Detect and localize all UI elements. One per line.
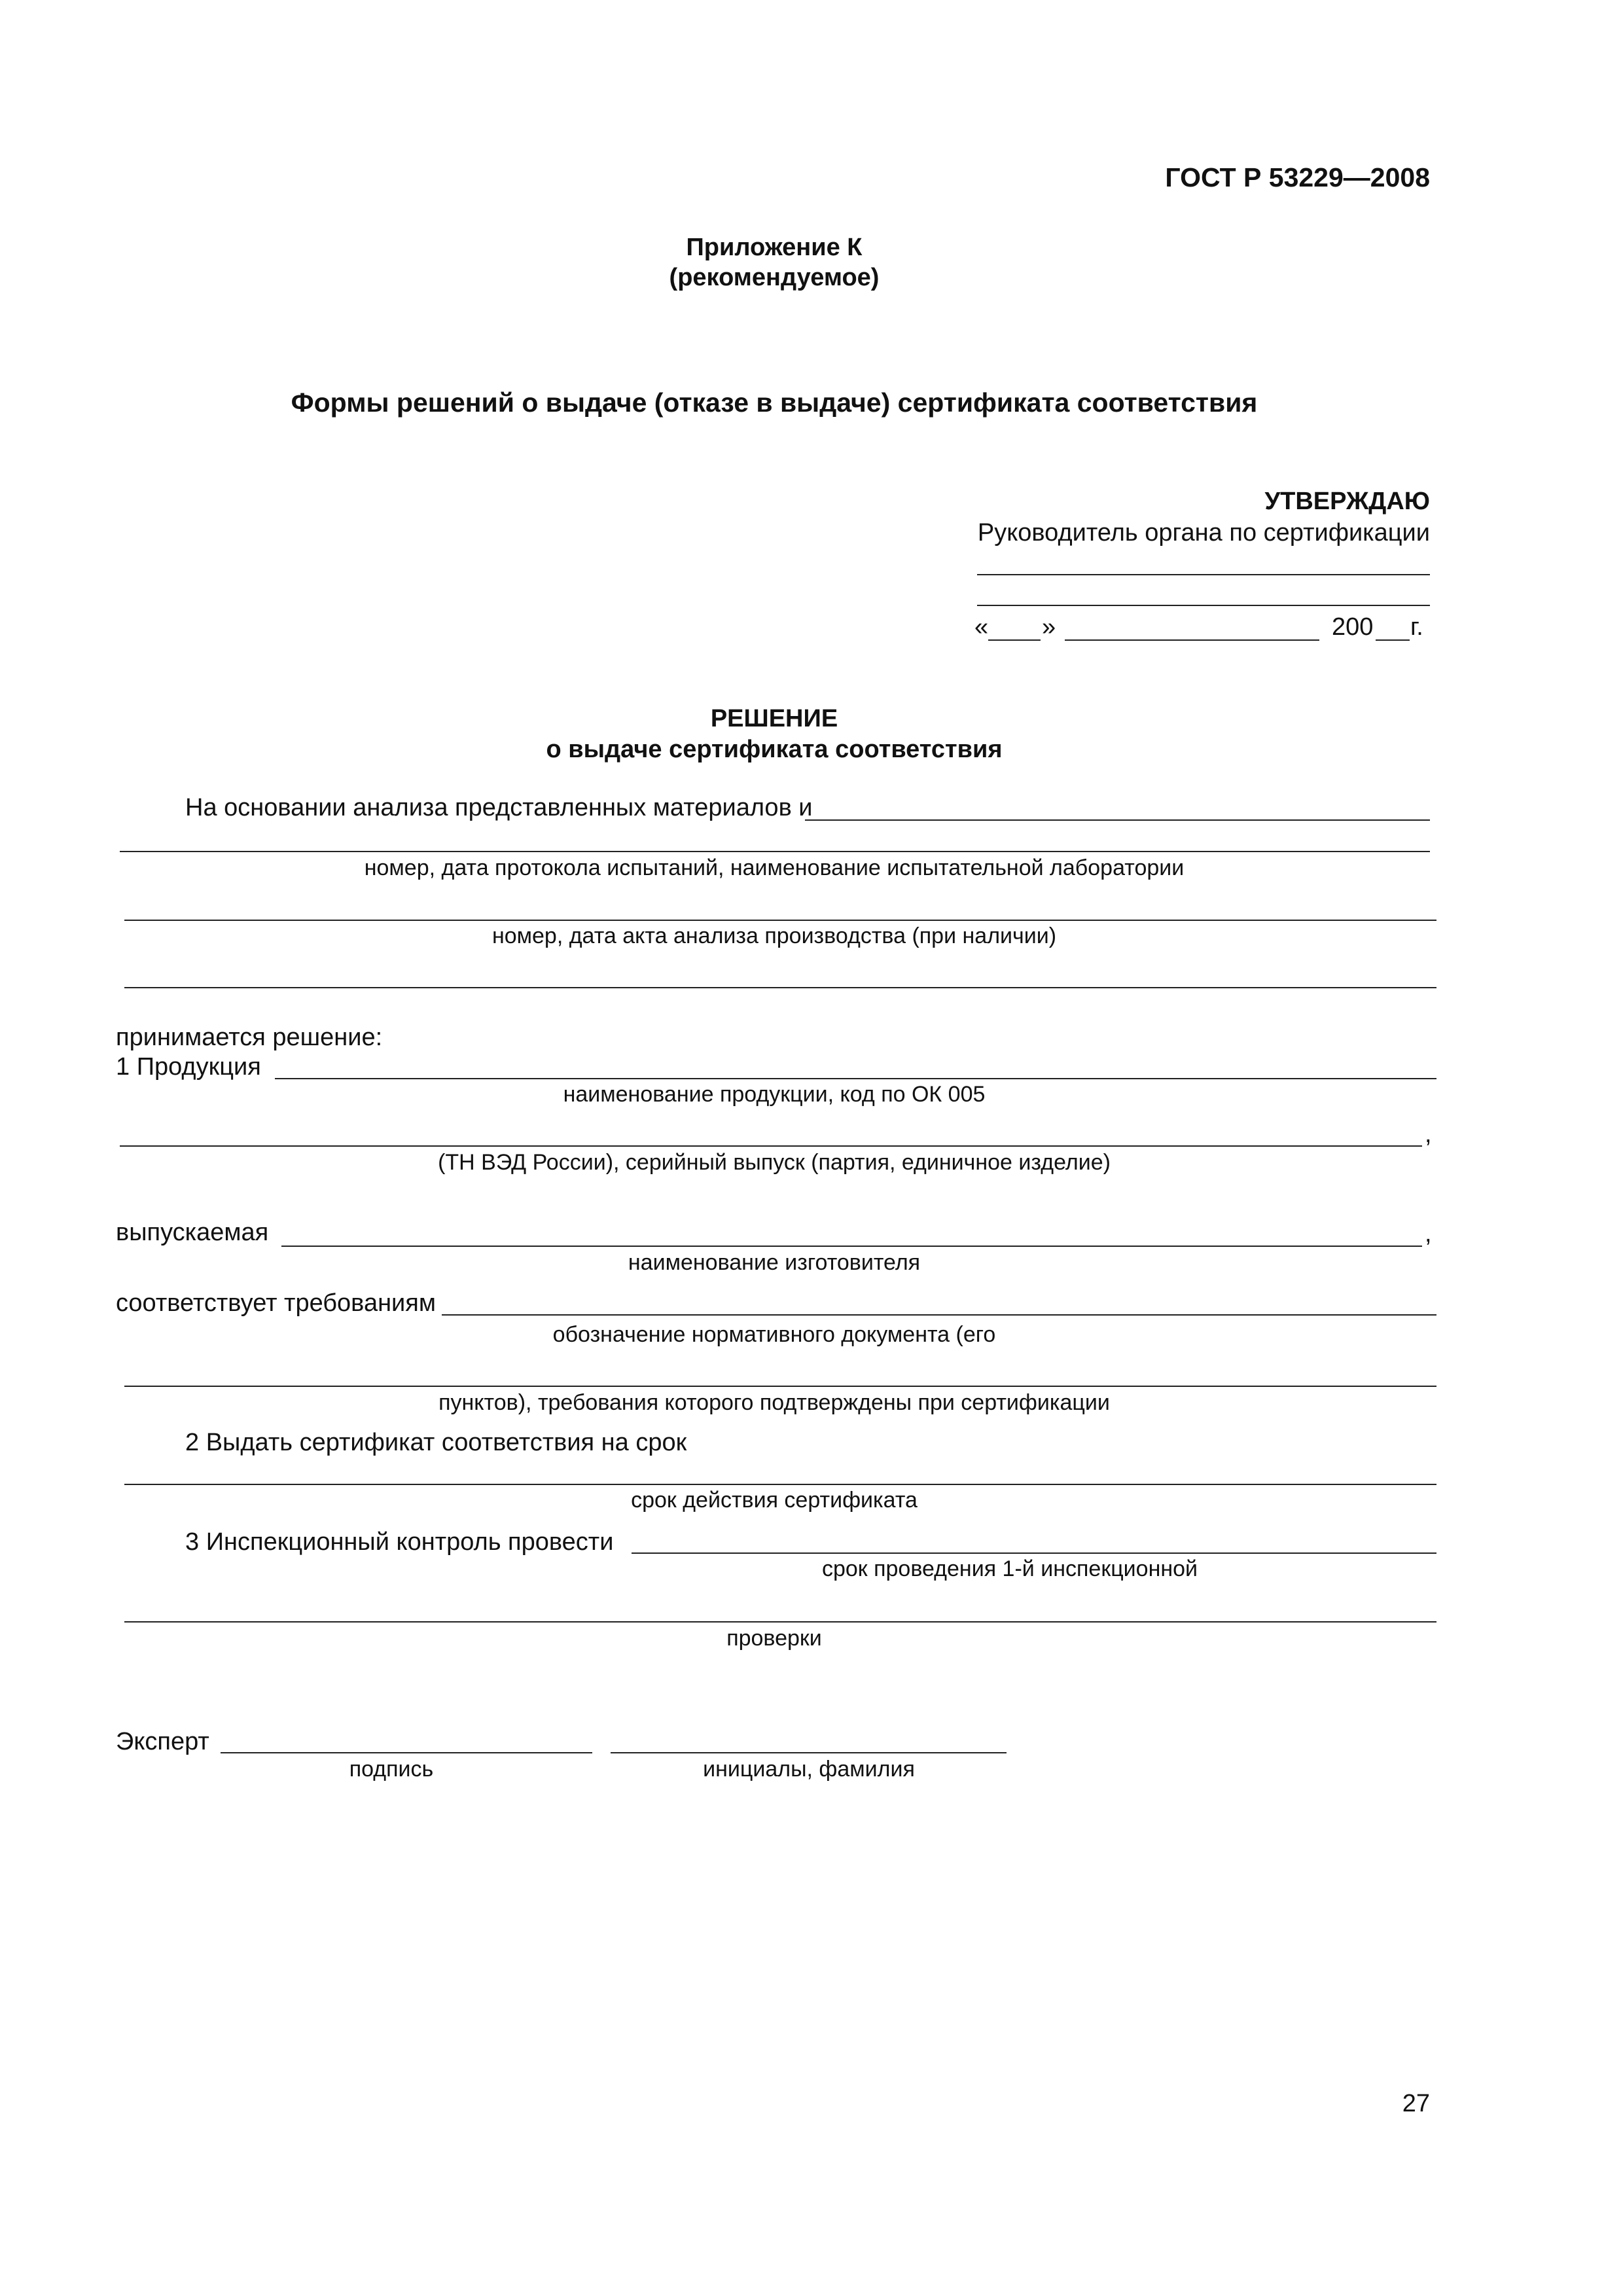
manufactured-label: выпускаемая xyxy=(116,1219,269,1246)
hint-inspection: срок проведения 1-й инспекционной xyxy=(821,1556,1198,1581)
act-field-line[interactable] xyxy=(124,920,1436,921)
product-field-line[interactable] xyxy=(275,1078,1436,1079)
item1-label: 1 Продукция xyxy=(116,1053,261,1081)
hint-act: номер, дата акта анализа производства (при наличии) xyxy=(491,924,1057,948)
item3-label: 3 Инспекционный контроль провести xyxy=(185,1528,614,1556)
approval-position: Руководитель органа по сертификации xyxy=(977,519,1430,547)
protocol-field-line[interactable] xyxy=(120,851,1430,852)
approval-name-line[interactable] xyxy=(977,605,1430,606)
hint-signature: подпись xyxy=(349,1757,434,1782)
hint-name: инициалы, фамилия xyxy=(703,1757,915,1782)
hint-product: наименование продукции, код по ОК 005 xyxy=(563,1082,986,1107)
basis-label: На основании анализа представленных материалов и xyxy=(185,794,813,821)
hint-tnved: (ТН ВЭД России), серийный выпуск (партия, единичное изделие) xyxy=(438,1150,1111,1175)
validity-field-line[interactable] xyxy=(124,1484,1436,1485)
points-field-line[interactable] xyxy=(124,1386,1436,1387)
approval-heading: УТВЕРЖДАЮ xyxy=(1264,488,1430,515)
date-year-line[interactable] xyxy=(1376,639,1410,641)
inspection-field-line[interactable] xyxy=(632,1552,1436,1554)
date-year-prefix: 200 xyxy=(1332,613,1374,641)
hint-normdoc: обозначение нормативного документа (его xyxy=(552,1322,996,1347)
date-open-quote: « xyxy=(974,613,989,641)
normdoc-field-line[interactable] xyxy=(442,1314,1436,1316)
hint-check: проверки xyxy=(726,1626,822,1651)
date-day-line[interactable] xyxy=(988,639,1041,641)
page-number: 27 xyxy=(1402,2090,1430,2117)
expert-label: Эксперт xyxy=(116,1728,209,1755)
date-month-line[interactable] xyxy=(1065,639,1319,641)
approval-signature-line[interactable] xyxy=(977,574,1430,575)
item2-label: 2 Выдать сертификат соответствия на срок xyxy=(185,1429,687,1456)
tnved-field-line[interactable] xyxy=(120,1145,1422,1147)
extra-field-line[interactable] xyxy=(124,987,1436,988)
hint-protocol: номер, дата протокола испытаний, наименование испытательной лаборатории xyxy=(364,855,1185,880)
manufacturer-field-line[interactable] xyxy=(281,1246,1422,1247)
complies-label: соответствует требованиям xyxy=(116,1289,436,1317)
standard-number: ГОСТ Р 53229—2008 xyxy=(1165,162,1430,192)
check-field-line[interactable] xyxy=(124,1621,1436,1623)
hint-validity: срок действия сертификата xyxy=(631,1488,918,1513)
tnved-comma: , xyxy=(1425,1121,1432,1148)
appendix-title: Приложение К xyxy=(686,234,863,261)
decision-title: РЕШЕНИЕ xyxy=(710,705,838,732)
date-close-quote: » xyxy=(1042,613,1056,641)
expert-signature-line[interactable] xyxy=(221,1752,592,1753)
hint-manufacturer: наименование изготовителя xyxy=(628,1250,921,1275)
manufacturer-comma: , xyxy=(1425,1220,1432,1247)
appendix-status: (рекомендуемое) xyxy=(669,264,880,291)
expert-name-line[interactable] xyxy=(611,1752,1007,1753)
decision-label: принимается решение: xyxy=(116,1024,383,1051)
decision-subtitle: о выдаче сертификата соответствия xyxy=(546,736,1003,763)
basis-field-line[interactable] xyxy=(805,819,1430,821)
section-title: Формы решений о выдаче (отказе в выдаче) сертификата соответствия xyxy=(291,387,1258,418)
hint-points: пунктов), требования которого подтверждены при сертификации xyxy=(438,1390,1110,1415)
date-year-suffix: г. xyxy=(1410,613,1423,641)
